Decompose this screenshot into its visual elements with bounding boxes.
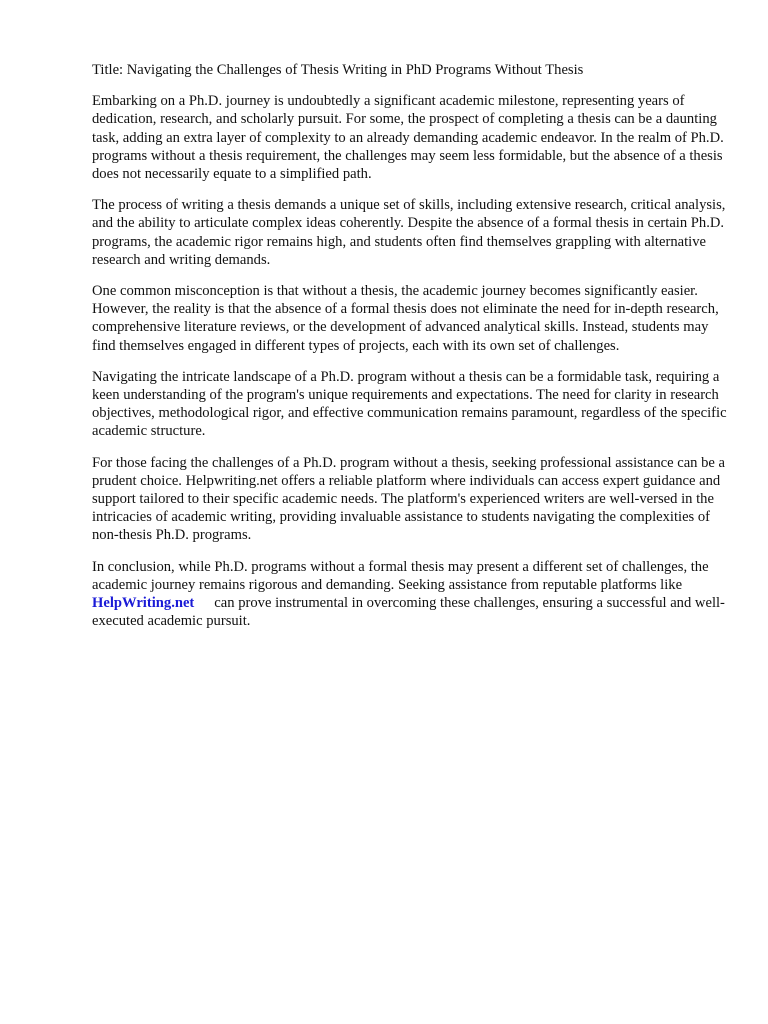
document-body: [92, 61, 732, 643]
paragraph: Embarking on a Ph.D. journey is undoubtedly a significant academic milestone, representing years of dedication, research, and scholarly pursuit. For some, the prospect of completing a thesis can be a daunting task, adding an extra layer of complexity to an already demanding academic endeavor. In the realm of Ph.D. programs without a thesis requirement, the challenges may seem less formidable, but the absence of a thesis does not necessarily equate to a simplified path.: [92, 93, 724, 183]
paragraph: Navigating the intricate landscape of a Ph.D. program without a thesis can be a formidable task, requiring a keen understanding of the program's unique requirements and expectations. The need for clarity in research objectives, methodological rigor, and effective communication remains paramount, regardless of the specific academic structure.: [92, 368, 727, 440]
helpwriting-link[interactable]: HelpWriting.net: [92, 595, 195, 612]
conclusion-text-after-link: can prove instrumental in overcoming these challenges, ensuring a successful and well-executed academic pursuit.: [92, 595, 725, 630]
paragraph: One common misconception is that without a thesis, the academic journey becomes significantly easier. However, the reality is that the absence of a formal thesis does not eliminate the need for in-depth research, comprehensive literature reviews, or the development of advanced analytical skills. Instead, students may find themselves engaged in different types of projects, each with its own set of challenges.: [92, 283, 719, 354]
document-title: Title: Navigating the Challenges of Thesis Writing in PhD Programs Without Thesis: [92, 62, 584, 78]
paragraph: For those facing the challenges of a Ph.D. program without a thesis, seeking professional assistance can be a prudent choice. Helpwriting.net offers a reliable platform where individuals can access expert guidance and support tailored to their specific academic needs. The platform's experienced writers are well-versed in the intricacies of academic writing, providing invaluable assistance to students navigating the complexities of non-thesis Ph.D. programs.: [92, 454, 726, 544]
conclusion-paragraph: [92, 558, 732, 631]
conclusion-text-before-link: In conclusion, while Ph.D. programs without a formal thesis may present a different set of challenges, the academic journey remains rigorous and demanding. Seeking assistance from reputable platforms like: [92, 558, 709, 593]
paragraph: The process of writing a thesis demands a unique set of skills, including extensive research, critical analysis, and the ability to articulate complex ideas coherently. Despite the absence of a formal thesis in certain Ph.D. programs, the academic rigor remains high, and students often find themselves grappling with alternative research and writing demands.: [92, 197, 726, 268]
